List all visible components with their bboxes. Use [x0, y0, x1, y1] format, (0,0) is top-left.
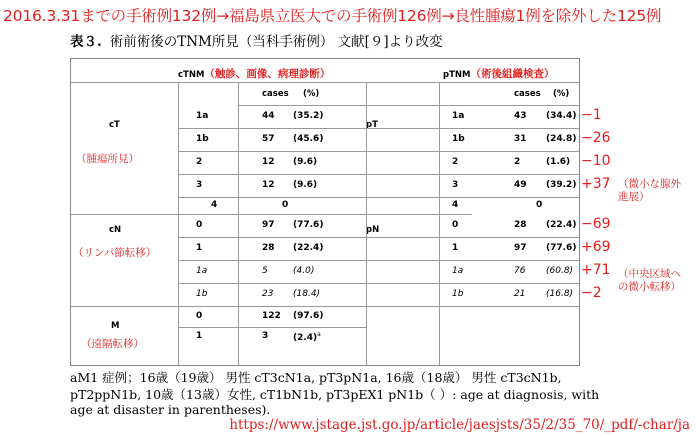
p-stage: 1b	[452, 133, 465, 144]
c-cases: 97	[262, 219, 275, 230]
p-pct: (22.4)	[546, 219, 577, 230]
p-stage: 2	[452, 156, 459, 167]
c-cases-label: cases	[262, 89, 289, 99]
c-stage: 4	[211, 199, 218, 210]
c-pct: (9.6)	[293, 179, 318, 190]
p-pct: (77.6)	[546, 242, 577, 253]
delta-value: +69	[581, 238, 611, 255]
c-stage: 3	[196, 179, 203, 190]
c-cases: 3	[262, 330, 269, 341]
delta-value: −1	[581, 106, 602, 123]
c-cases: 28	[262, 242, 275, 253]
c-stage: 1a	[196, 110, 209, 121]
p-cases: 21	[514, 288, 526, 299]
c-pct: (97.6)	[293, 310, 324, 321]
p-cases-label: cases	[514, 89, 541, 99]
c-stage: 0	[196, 310, 203, 321]
p-pct: (16.8)	[546, 288, 574, 299]
c-pct: (4.0)	[293, 265, 315, 276]
p-cases: 2	[514, 156, 521, 167]
col-divider	[366, 82, 367, 365]
p-pct: (1.6)	[546, 156, 571, 167]
p-cases: 31	[514, 133, 527, 144]
c-stage: 0	[196, 219, 203, 230]
cn-note: （リンパ節転移）	[73, 247, 157, 259]
c-cases: 12	[262, 156, 275, 167]
p-pct: (60.8)	[546, 265, 574, 276]
c-pct-label: (%)	[303, 89, 320, 99]
ptnm-note: （術後組織検査）	[470, 68, 555, 80]
source-url: https://www.jstage.jst.go.jp/article/jaesjsts/35/2/35_70/_pdf/-char/ja	[229, 417, 690, 433]
delta-value: +71	[581, 261, 611, 278]
header-divider	[71, 82, 579, 83]
pt-label: pT	[366, 120, 378, 130]
cn-label: cN	[109, 225, 122, 235]
c-cases: 44	[262, 110, 275, 121]
p-stage: 1a	[452, 265, 464, 276]
p-cases: 28	[514, 219, 527, 230]
c-cases: 5	[262, 265, 268, 276]
p-stage: 1a	[452, 110, 465, 121]
delta-value: −10	[581, 152, 611, 169]
p-stage: 0	[452, 219, 459, 230]
delta-value: −69	[581, 215, 611, 232]
ctnm-header: cTNM（触診、画像、病理診断）	[178, 68, 331, 80]
footer-line-2: pT2ppN1b, 10歳（13歳）女性, cT1bN1b, pT3pEX1 pN1b（ ）: age at diagnosis, with	[70, 387, 600, 402]
c-stage: 1a	[196, 265, 208, 276]
c-pct: (77.6)	[293, 219, 324, 230]
col-divider	[178, 82, 179, 365]
c-pct: (35.2)	[293, 110, 324, 121]
c-cases: 12	[262, 179, 275, 190]
p-pct: (34.4)	[546, 110, 577, 121]
footnote-marker: a	[317, 330, 321, 338]
side-note-row3: （微小な腺外 進展）	[618, 178, 681, 203]
header-text: 2016.3.31までの手術例132例→福島県立医大での手術例126例→良性腫瘍1例を除外した125例	[3, 7, 662, 25]
p-stage: 1	[452, 242, 459, 253]
table-caption	[70, 30, 443, 50]
pn-label: pN	[366, 225, 380, 235]
m-group-divider	[71, 306, 579, 307]
ptnm-header: pTNM（術後組織検査）	[443, 68, 555, 80]
ct-label: cT	[109, 120, 120, 130]
p-stage: 3	[452, 179, 459, 190]
c-pct: (22.4)	[293, 242, 324, 253]
col-divider	[439, 82, 440, 365]
p-cases: 0	[536, 199, 543, 210]
col-divider	[238, 82, 239, 365]
c-stage: 1	[196, 242, 203, 253]
c-pct: (18.4)	[293, 288, 321, 299]
tnm-table	[70, 58, 580, 366]
row-divider	[178, 327, 366, 328]
c-pct: (9.6)	[293, 156, 318, 167]
caption-label: 表３.	[70, 34, 102, 50]
ctnm-note: （触診、画像、病理診断）	[204, 68, 331, 80]
p-cases: 43	[514, 110, 527, 121]
delta-value: +37	[581, 175, 611, 192]
c-pct: $(2.4)^a$	[293, 330, 321, 343]
m-note: （遠隔転移）	[81, 338, 144, 350]
p-cases: 97	[514, 242, 527, 253]
p-pct: (39.2)	[546, 179, 577, 190]
c-cases: 23	[262, 288, 274, 299]
caption-text: 術前術後のTNM所見（当科手術例） 文献[９]より改変	[109, 34, 443, 50]
p-stage: 1b	[452, 288, 464, 299]
side-note-row7: （中央区域へ の微小転移）	[618, 268, 681, 293]
ct-note: （腫瘍所見）	[76, 153, 139, 165]
p-pct-label: (%)	[553, 89, 570, 99]
c-stage: 1b	[196, 288, 208, 299]
c-stage: 1	[196, 330, 203, 341]
footer-line-3: age at disaster in parentheses).	[70, 402, 271, 417]
delta-value: −26	[581, 129, 611, 146]
p-cases: 49	[514, 179, 527, 190]
c-cases: 122	[262, 310, 281, 321]
c-pct: (45.6)	[293, 133, 324, 144]
c-cases: 0	[282, 199, 289, 210]
c-cases: 57	[262, 133, 275, 144]
p-stage: 4	[452, 199, 459, 210]
p-pct: (24.8)	[546, 133, 577, 144]
footer-line-1: aM1 症例；16歳（19歳） 男性 cT3cN1a, pT3pN1a, 16歳（18歳） 男性 cT3cN1b,	[70, 370, 562, 385]
c-stage: 2	[196, 156, 203, 167]
c-stage: 1b	[196, 133, 209, 144]
m-label: M	[111, 321, 120, 331]
subheader-divider	[238, 105, 579, 106]
row-divider	[71, 214, 472, 215]
delta-value: −2	[581, 284, 602, 301]
p-cases: 76	[514, 265, 526, 276]
